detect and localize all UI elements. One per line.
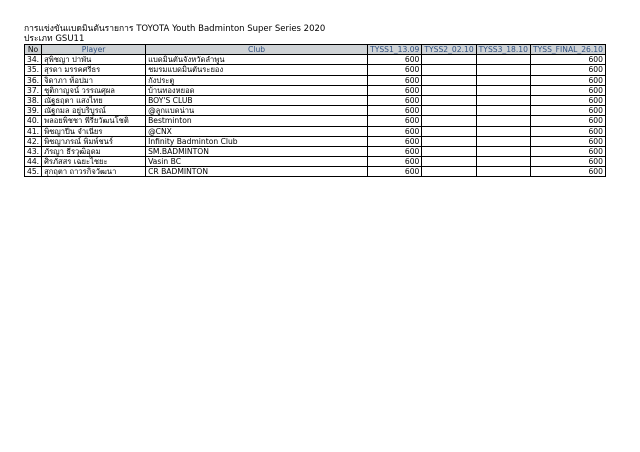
cell-no: 44. xyxy=(25,157,42,167)
cell-tyss3 xyxy=(476,95,530,105)
table-header-row xyxy=(25,45,606,55)
cell-player: สุกฤตา ถาวรกิจวัฒนา xyxy=(42,167,146,177)
table-row xyxy=(25,126,606,136)
cell-no: 37. xyxy=(25,85,42,95)
cell-no: 45. xyxy=(25,167,42,177)
cell-tyss-final: 600 xyxy=(530,167,605,177)
header-tyss2: TYSS2_02.10 xyxy=(422,45,476,55)
cell-tyss2 xyxy=(422,126,476,136)
cell-player: พิชญาภรณ์ พิมพ์ชนร์ xyxy=(42,136,146,146)
cell-tyss1: 600 xyxy=(368,85,422,95)
cell-no: 40. xyxy=(25,116,42,126)
cell-tyss-final: 600 xyxy=(530,95,605,105)
cell-tyss-final: 600 xyxy=(530,65,605,75)
cell-player: สุรดา มรรคศรีธร xyxy=(42,65,146,75)
cell-tyss2 xyxy=(422,95,476,105)
cell-no: 41. xyxy=(25,126,42,136)
cell-club: ชมรมแบดมินตันระยอง xyxy=(146,65,368,75)
cell-tyss3 xyxy=(476,75,530,85)
cell-tyss1: 600 xyxy=(368,65,422,75)
cell-tyss1: 600 xyxy=(368,106,422,116)
table-row xyxy=(25,85,606,95)
cell-tyss-final: 600 xyxy=(530,157,605,167)
cell-no: 39. xyxy=(25,106,42,116)
cell-no: 35. xyxy=(25,65,42,75)
table-row xyxy=(25,116,606,126)
cell-tyss3 xyxy=(476,146,530,156)
cell-player: จิดาภา ท้อปมา xyxy=(42,75,146,85)
cell-tyss3 xyxy=(476,106,530,116)
cell-tyss1: 600 xyxy=(368,95,422,105)
table-body xyxy=(25,55,606,177)
cell-tyss2 xyxy=(422,106,476,116)
cell-club: @ลูกแบดน่าน xyxy=(146,106,368,116)
cell-no: 42. xyxy=(25,136,42,146)
cell-tyss1: 600 xyxy=(368,146,422,156)
cell-tyss3 xyxy=(476,55,530,65)
cell-tyss3 xyxy=(476,116,530,126)
cell-tyss-final: 600 xyxy=(530,75,605,85)
cell-tyss3 xyxy=(476,65,530,75)
cell-tyss-final: 600 xyxy=(530,146,605,156)
cell-player: พิชญาปีน จำเนียร xyxy=(42,126,146,136)
cell-player: พลอยพิชชา พีรียวัฒนโชติ xyxy=(42,116,146,126)
cell-club: Bestminton xyxy=(146,116,368,126)
category-label: ประเภท GSU11 xyxy=(24,34,85,44)
cell-club: แบดมินตันจังหวัดลำพูน xyxy=(146,55,368,65)
table-row xyxy=(25,95,606,105)
cell-tyss2 xyxy=(422,65,476,75)
cell-tyss1: 600 xyxy=(368,157,422,167)
cell-tyss2 xyxy=(422,146,476,156)
cell-tyss3 xyxy=(476,167,530,177)
cell-tyss3 xyxy=(476,136,530,146)
table-row xyxy=(25,136,606,146)
table-row xyxy=(25,167,606,177)
cell-tyss-final: 600 xyxy=(530,55,605,65)
cell-tyss-final: 600 xyxy=(530,136,605,146)
cell-tyss1: 600 xyxy=(368,136,422,146)
header-tyss1: TYSS1_13.09 xyxy=(368,45,422,55)
table-row xyxy=(25,55,606,65)
cell-player: ศิรภัสสร เฉยะไชยะ xyxy=(42,157,146,167)
cell-tyss-final: 600 xyxy=(530,85,605,95)
table-row xyxy=(25,157,606,167)
cell-tyss2 xyxy=(422,55,476,65)
cell-player: ณัฐกมล อยู่บริบูรณ์ xyxy=(42,106,146,116)
cell-no: 43. xyxy=(25,146,42,156)
cell-club: Vasin BC xyxy=(146,157,368,167)
cell-club: BOY'S CLUB xyxy=(146,95,368,105)
cell-player: ณัฐธฤตา แสงไทย xyxy=(42,95,146,105)
cell-tyss2 xyxy=(422,167,476,177)
header-no: No xyxy=(25,45,42,55)
document-title: การแข่งขันแบดมินตันรายการ TOYOTA Youth Badminton Super Series 2020 xyxy=(24,24,326,34)
cell-tyss1: 600 xyxy=(368,116,422,126)
header-player: Player xyxy=(42,45,146,55)
table-row xyxy=(25,106,606,116)
cell-club: @CNX xyxy=(146,126,368,136)
table-row xyxy=(25,146,606,156)
cell-tyss3 xyxy=(476,85,530,95)
cell-club: Infinity Badminton Club xyxy=(146,136,368,146)
cell-player: สุพิชญา ปาพัน xyxy=(42,55,146,65)
cell-tyss2 xyxy=(422,75,476,85)
cell-player: ภัรญา ธีรวุฒิอุดม xyxy=(42,146,146,156)
ranking-table xyxy=(24,44,606,177)
cell-club: บ้านทองหยอด xyxy=(146,85,368,95)
cell-tyss2 xyxy=(422,157,476,167)
cell-no: 34. xyxy=(25,55,42,65)
cell-tyss3 xyxy=(476,157,530,167)
cell-tyss2 xyxy=(422,136,476,146)
cell-tyss-final: 600 xyxy=(530,116,605,126)
cell-tyss3 xyxy=(476,126,530,136)
cell-tyss1: 600 xyxy=(368,75,422,85)
header-tyss3: TYSS3_18.10 xyxy=(476,45,530,55)
cell-player: ชุติกาญจน์ วรรณศุผล xyxy=(42,85,146,95)
cell-club: CR BADMINTON xyxy=(146,167,368,177)
cell-tyss1: 600 xyxy=(368,167,422,177)
cell-tyss-final: 600 xyxy=(530,106,605,116)
cell-tyss1: 600 xyxy=(368,55,422,65)
cell-tyss-final: 600 xyxy=(530,126,605,136)
header-tyss-final: TYSS_FINAL_26.10 xyxy=(530,45,605,55)
cell-tyss2 xyxy=(422,116,476,126)
table-row xyxy=(25,65,606,75)
cell-club: กังประตู xyxy=(146,75,368,85)
header-club: Club xyxy=(146,45,368,55)
cell-tyss2 xyxy=(422,85,476,95)
cell-no: 38. xyxy=(25,95,42,105)
cell-no: 36. xyxy=(25,75,42,85)
cell-club: SM.BADMINTON xyxy=(146,146,368,156)
table-row xyxy=(25,75,606,85)
cell-tyss1: 600 xyxy=(368,126,422,136)
